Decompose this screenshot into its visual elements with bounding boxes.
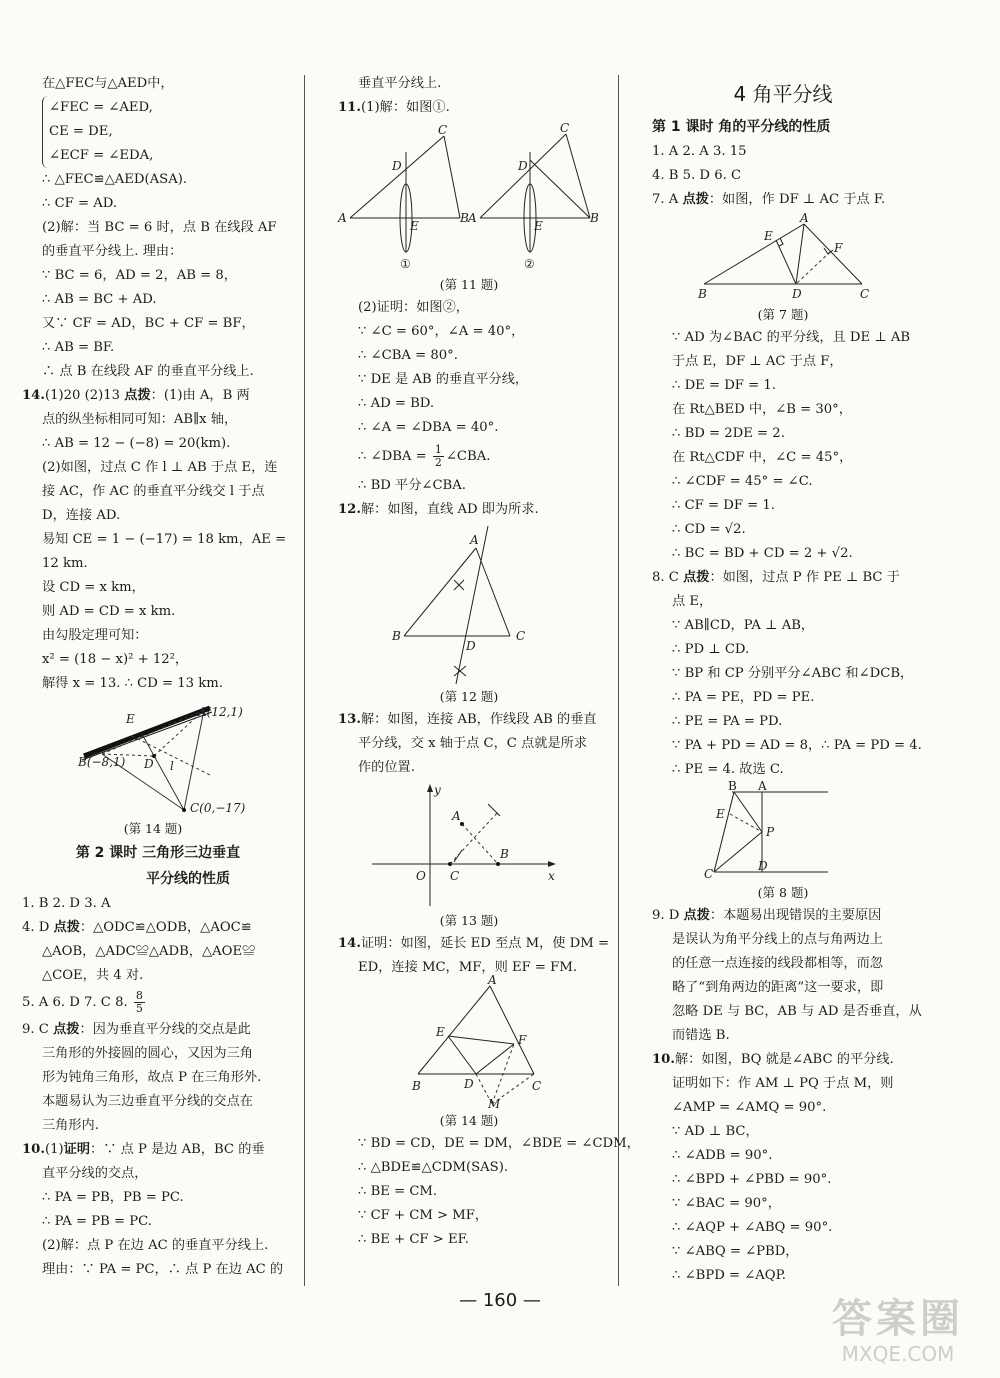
answer-text: ：本题易出现错误的主要原因	[709, 908, 882, 923]
answer-text: ：△ODC≌△ODB，△AOC≌	[79, 920, 252, 935]
label-D: D	[466, 639, 476, 653]
text-line: ∵ AD 为∠BAC 的平分线，且 DE ⊥ AB	[672, 330, 911, 345]
text-line: D，连接 AD.	[42, 508, 121, 523]
label-E: E	[764, 229, 773, 243]
hint-label: 点拨	[682, 192, 709, 207]
label-A: A	[800, 211, 809, 225]
text-line: ∴ ∠A = ∠DBA = 40°.	[358, 420, 499, 435]
answer-4-6: 4. B 5. D 6. C	[652, 168, 742, 183]
figure-14-triangle	[338, 973, 600, 1111]
answer-text: 解：如图，BQ 就是∠ABC 的平分线.	[674, 1052, 894, 1067]
text-line: ∴ AB = BF.	[42, 340, 115, 355]
text-line: ∴ ∠CDF = 45° = ∠C.	[672, 474, 813, 489]
text-line: 点的纵坐标相同可知：AB∥x 轴，	[42, 412, 238, 427]
text-line: ∵ DE 是 AB 的垂直平分线，	[358, 372, 529, 387]
text-line: ∴ BE = CM.	[358, 1184, 438, 1199]
text-line: (2)解：点 P 在边 AC 的垂直平分线上.	[42, 1238, 269, 1253]
text-part: ∠CBA.	[445, 449, 491, 464]
text-line: 作的位置.	[358, 760, 415, 775]
label-C: C	[438, 123, 448, 137]
question-number: 11.	[338, 100, 361, 115]
label-B: B	[590, 211, 599, 225]
label-E: E	[410, 219, 419, 233]
section-title: 第 2 课时 三角形三边垂直	[75, 845, 241, 861]
figure-caption: (第 7 题)	[757, 307, 809, 322]
text-line: x² = (18 − x)² + 12²，	[42, 652, 189, 667]
figure-number: ①	[400, 257, 411, 271]
text-line: 理由：∵ PA = PC，∴ 点 P 在边 AC 的	[42, 1262, 284, 1277]
figure-caption: (第 13 题)	[439, 913, 499, 928]
hint-label: 点拨	[683, 570, 710, 585]
watermark-text: 答案圈	[832, 1296, 964, 1342]
label-D: D	[792, 287, 802, 301]
question-number: 14.	[338, 936, 361, 951]
label-E: E	[534, 219, 543, 233]
figure-caption: (第 14 题)	[123, 821, 183, 836]
text-line: ∵ AB∥CD，PA ⊥ AB，	[672, 618, 815, 633]
label-B: B	[412, 1079, 421, 1093]
text-line: ∴ ∠CBA = 80°.	[358, 348, 458, 363]
proof-label: 证明	[63, 1142, 91, 1157]
text-line: 垂直平分线上.	[358, 76, 442, 91]
label-C: C	[516, 629, 526, 643]
answer-9	[22, 1018, 284, 1042]
text-line: 本题易认为三边垂直平分线的交点在	[42, 1094, 253, 1109]
text-line: 易知 CE = 1 − (−17) = 18 km，AE =	[42, 532, 287, 547]
text-line: 形为钝角三角形，故点 P 在三角形外.	[42, 1070, 262, 1085]
text-line: ∵ BP 和 CP 分别平分∠ABC 和∠DCB，	[672, 666, 914, 681]
text-line: 略了“到角两边的距离”这一要求，即	[672, 980, 884, 995]
figure-13-coordinate	[338, 782, 600, 908]
column-divider-2	[618, 75, 619, 1286]
text-line: 三角形内.	[42, 1118, 99, 1133]
answer-text: ：如图，作 DF ⊥ AC 于点 F.	[708, 192, 886, 207]
text-line: ∴ BD 平分∠CBA.	[358, 478, 466, 493]
answer-text: ：如图，过点 P 作 PE ⊥ BC 于	[709, 570, 900, 585]
label-A: A	[452, 809, 461, 823]
label-D: D	[518, 159, 528, 173]
text-line: ∴ AD = BD.	[358, 396, 435, 411]
denominator: 2	[434, 456, 442, 469]
watermark-url: MXQE.COM	[841, 1342, 955, 1366]
answer-14	[22, 384, 284, 408]
text-line: ∵ AD ⊥ BC，	[672, 1124, 759, 1139]
text-line: 是误认为角平分线上的点与角两边上	[672, 932, 883, 947]
text-line: ∴ CF = AD.	[42, 196, 118, 211]
text-line: ∴ CF = DF = 1.	[672, 498, 775, 513]
text-line: ∴ PE = 4. 故选 C.	[672, 762, 784, 777]
text-line: ∠ECF = ∠EDA,	[49, 148, 154, 163]
label-B: B	[392, 629, 401, 643]
question-number: 14.	[22, 388, 45, 403]
numerator: 8	[135, 989, 143, 1002]
question-number: 10.	[652, 1052, 675, 1067]
text-line: ∴ ∠ADB = 90°.	[672, 1148, 773, 1163]
answer-14	[338, 932, 609, 956]
answer-text: ：因为垂直平分线的交点是此	[79, 1022, 251, 1037]
question-number: 12.	[338, 502, 361, 517]
column-3	[652, 72, 922, 1288]
equation-system	[42, 96, 284, 168]
answer-9	[652, 904, 914, 928]
label-D: D	[758, 859, 768, 873]
text-line: (2)证明：如图②，	[358, 300, 469, 315]
section-title: 4 角平分线	[733, 82, 833, 106]
label-x: x	[548, 869, 555, 883]
label-E: E	[126, 712, 135, 726]
label-C: C	[860, 287, 870, 301]
answer-12	[338, 498, 600, 522]
text-line: ∴ 点 B 在线段 AF 的垂直平分线上.	[42, 364, 254, 379]
question-number: 13.	[338, 712, 361, 727]
text-line: 于点 E，DF ⊥ AC 于点 F，	[672, 354, 843, 369]
label-C: C(0,−17)	[190, 801, 246, 815]
text-line: 而错选 B.	[672, 1028, 730, 1043]
text-line: 在△FEC与△AED中，	[42, 76, 174, 91]
section-title: 平分线的性质	[146, 871, 230, 887]
answer-4	[22, 916, 284, 940]
watermark-logo	[808, 1296, 988, 1372]
figure-8	[652, 779, 914, 881]
text-line: ED，连接 MC，MF，则 EF = FM.	[358, 960, 578, 975]
figure-caption: (第 14 题)	[439, 1113, 499, 1128]
page-number: — 160 —	[459, 1290, 541, 1311]
text-line: ∠AMP = ∠AMQ = 90°.	[672, 1100, 827, 1115]
text-line: ∴ ∠AQP + ∠ABQ = 90°.	[672, 1220, 833, 1235]
text-line: 12 km.	[42, 556, 88, 571]
answer-1-3: 1. B 2. D 3. A	[22, 896, 111, 911]
text-line: ∵ BD = CD，DE = DM，∠BDE = ∠CDM，	[358, 1136, 640, 1151]
text-line: ∴ ∠BPD + ∠PBD = 90°.	[672, 1172, 832, 1187]
text-line: 由勾股定理可知：	[42, 628, 148, 643]
answer-text: 证明：如图，延长 ED 至点 M，使 DM =	[360, 936, 609, 951]
figure-caption: (第 12 题)	[439, 689, 499, 704]
lesson-title: 第 1 课时 角的平分线的性质	[652, 119, 831, 135]
text-line: ∵ CF + CM > MF，	[358, 1208, 489, 1223]
text-line: 的垂直平分线上. 理由：	[42, 244, 183, 259]
text-line: △COE，共 4 对.	[42, 968, 144, 983]
figure-11	[338, 122, 600, 272]
label-l: l	[170, 759, 174, 773]
label-C: C	[704, 867, 714, 881]
text-line: ∴ PA = PB，PB = PC.	[42, 1190, 184, 1205]
text-line: CE = DE,	[49, 124, 113, 139]
label-B: B(−8,1)	[78, 755, 126, 769]
fraction	[134, 990, 145, 1015]
text-line: ∴ DE = DF = 1.	[672, 378, 776, 393]
column-1	[22, 72, 287, 1282]
label-A: A	[488, 973, 497, 987]
label-D: D	[464, 1077, 474, 1091]
text-line: ∴ △BDE≌△CDM(SAS).	[358, 1160, 509, 1175]
answer-11	[338, 96, 600, 120]
answer-13	[338, 708, 600, 732]
denominator: 5	[135, 1002, 143, 1015]
text-line: 平分线，交 x 轴于点 C，C 点就是所求	[358, 736, 588, 751]
label-C: C	[560, 121, 570, 135]
text-line: ∵ ∠C = 60°，∠A = 40°，	[358, 324, 525, 339]
hint-label: 点拨	[683, 908, 710, 923]
answer-text: 9. C	[22, 1022, 54, 1037]
text-line: ∴ BD = 2DE = 2.	[672, 426, 785, 441]
answer-10	[652, 1048, 914, 1072]
label-C: C	[532, 1079, 542, 1093]
text-line: ∴ PD ⊥ CD.	[672, 642, 750, 657]
text-line: (2)解：当 BC = 6 时，点 B 在线段 AF	[42, 220, 277, 235]
text-line: ∴ PA = PE，PD = PE.	[672, 690, 815, 705]
answer-text: 5. A 6. D 7. C 8.	[22, 995, 132, 1010]
figure-caption: (第 11 题)	[439, 277, 499, 292]
text-line: 点 E，	[672, 594, 713, 609]
text-line	[338, 440, 600, 474]
text-line: 解得 x = 13. ∴ CD = 13 km.	[42, 676, 223, 691]
answer-1-3: 1. A 2. A 3. 15	[652, 144, 747, 159]
text-line: ∵ ∠ABQ = ∠PBD，	[672, 1244, 799, 1259]
figure-14-coordinate	[22, 698, 284, 816]
answer-text: (1)20 (2)13	[44, 388, 125, 403]
text-line: (2)如图，过点 C 作 l ⊥ AB 于点 E，连	[42, 460, 278, 475]
answer-text: ：∵ 点 P 是边 AB，BC 的垂	[90, 1142, 265, 1157]
label-B: B	[460, 211, 469, 225]
text-line: 在 Rt△CDF 中，∠C = 45°，	[672, 450, 853, 465]
text-line: ∵ BC = 6，AD = 2，AB = 8，	[42, 268, 237, 283]
text-line: ∴ CD = √2.	[672, 522, 746, 537]
numerator: 1	[434, 443, 442, 456]
label-B: B	[698, 287, 707, 301]
column-divider-1	[304, 75, 305, 1286]
text-line: ∵ PA + PD = AD = 8，∴ PA = PD = 4.	[672, 738, 922, 753]
answer-text: 4. D	[22, 920, 54, 935]
fraction	[433, 444, 444, 469]
answer-text: ：(1)由 A，B 两	[150, 388, 250, 403]
label-C: C	[450, 869, 460, 883]
text-line: 三角形的外接圆的圆心，又因为三角	[42, 1046, 253, 1061]
text-line: 又∵ CF = AD，BC + CF = BF，	[42, 316, 255, 331]
answer-5-8	[22, 988, 284, 1018]
label-E: E	[716, 807, 725, 821]
answer-text: 解：如图，连接 AB，作线段 AB 的垂直	[360, 712, 597, 727]
text-line: ∴ △FEC≌△AED(ASA).	[42, 172, 188, 187]
answer-8	[652, 566, 914, 590]
figure-caption: (第 8 题)	[757, 885, 809, 900]
label-A: A(12,1)	[198, 705, 243, 719]
figure-7	[652, 211, 914, 302]
hint-label: 点拨	[124, 388, 151, 403]
text-line: 证明如下：作 AM ⊥ PQ 于点 M，则	[672, 1076, 894, 1091]
answer-text: (1)解：如图①.	[360, 100, 450, 115]
label-F: F	[518, 1033, 527, 1047]
text-line: 在 Rt△BED 中，∠B = 30°，	[672, 402, 852, 417]
label-D: D	[144, 757, 154, 771]
text-line: ∴ AB = 12 − (−8) = 20(km).	[42, 436, 231, 451]
label-A: A	[338, 211, 347, 225]
text-part: ∴ ∠DBA =	[358, 449, 431, 464]
answer-text: 7. A	[652, 192, 683, 207]
text-line: ∴ AB = BC + AD.	[42, 292, 157, 307]
label-y: y	[434, 783, 441, 797]
text-line: ∴ BE + CF > EF.	[358, 1232, 469, 1247]
text-line: ∴ PE = PA = PD.	[672, 714, 783, 729]
text-line: ∵ ∠BAC = 90°，	[672, 1196, 781, 1211]
answer-text: 9. D	[652, 908, 684, 923]
text-line: 设 CD = x km，	[42, 580, 145, 595]
label-A: A	[470, 533, 479, 547]
answer-text: 解：如图，直线 AD 即为所求.	[360, 502, 539, 517]
answer-text: (1)	[44, 1142, 64, 1157]
text-line: ∴ PA = PB = PC.	[42, 1214, 152, 1229]
text-line: 忽略 DE 与 BC，AB 与 AD 是否垂直，从	[672, 1004, 922, 1019]
text-line: △AOB，△ADC≌△ADB，△AOE≌	[42, 944, 256, 959]
question-number: 10.	[22, 1142, 45, 1157]
hint-label: 点拨	[53, 920, 80, 935]
figure-12	[338, 524, 600, 684]
column-2	[338, 72, 640, 1252]
answer-10	[22, 1138, 284, 1162]
text-line: 的任意一点连接的线段都相等，而忽	[672, 956, 883, 971]
label-D: D	[392, 159, 402, 173]
text-line: 接 AC，作 AC 的垂直平分线交 l 于点	[42, 484, 265, 499]
text-line: 则 AD = CD = x km.	[42, 604, 176, 619]
text-line: ∴ ∠BPD = ∠AQP.	[672, 1268, 786, 1283]
label-O: O	[416, 869, 426, 883]
label-B: B	[500, 847, 509, 861]
answer-7	[652, 188, 914, 212]
hint-label: 点拨	[53, 1022, 80, 1037]
label-P: P	[766, 825, 775, 839]
answer-text: 8. C	[652, 570, 684, 585]
label-A: A	[468, 211, 477, 225]
text-line: 直平分线的交点，	[42, 1166, 148, 1181]
label-B: B	[728, 779, 737, 793]
figure-number: ②	[524, 257, 535, 271]
text-line: ∴ BC = BD + CD = 2 + √2.	[672, 546, 853, 561]
label-A: A	[758, 779, 767, 793]
label-E: E	[436, 1025, 445, 1039]
label-F: F	[834, 241, 843, 255]
text-line: ∠FEC = ∠AED,	[49, 100, 153, 115]
label-M: M	[488, 1097, 501, 1111]
